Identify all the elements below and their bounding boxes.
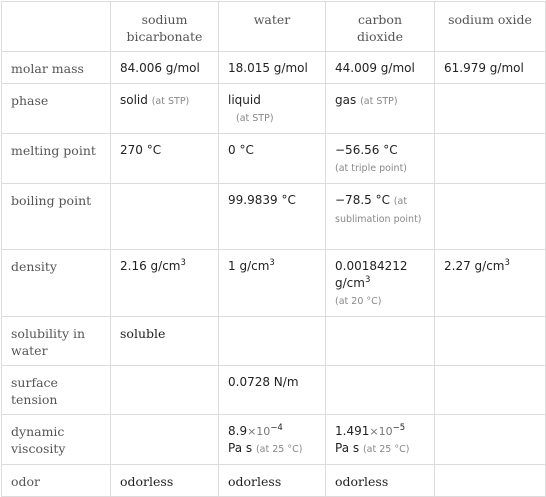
viscosity-sodium-bicarbonate [111, 415, 219, 465]
density-note: (at 20 °C) [335, 296, 382, 307]
melting-point-carbon-dioxide [326, 134, 435, 184]
cube-exponent: 3 [180, 258, 186, 268]
phase-note: (at STP) [151, 96, 190, 107]
surface-tension-carbon-dioxide [326, 366, 435, 415]
phase-note: (at STP) [360, 96, 398, 107]
density-value: 2.27 g/cm [444, 259, 505, 273]
viscosity-water [219, 415, 326, 465]
phase-carbon-dioxide [326, 84, 435, 134]
viscosity-exponent: −4 [270, 423, 283, 433]
viscosity-mantissa: 1.491 [335, 424, 370, 438]
row-label-phase: phase [2, 84, 111, 134]
table-row-melting-point [2, 134, 546, 184]
table-row-phase [2, 84, 546, 134]
boiling-point-water: 99.9839 °C [219, 184, 326, 250]
column-header-sodium-bicarbonate: sodium bicarbonate [111, 2, 219, 52]
viscosity-exponent: −5 [392, 423, 406, 433]
properties-table [1, 1, 546, 497]
corner-cell [2, 2, 111, 52]
times-ten: ×10 [369, 425, 393, 438]
table-row-solubility [2, 317, 546, 366]
odor-sodium-bicarbonate: odorless [111, 465, 219, 497]
table-row-surface-tension [2, 366, 546, 415]
density-value: 1 g/cm [228, 259, 270, 273]
row-label-density: density [2, 250, 111, 317]
column-header-sodium-oxide: sodium oxide [435, 2, 546, 52]
melting-point-water: 0 °C [219, 134, 326, 184]
phase-sodium-oxide [435, 84, 546, 134]
surface-tension-sodium-oxide [435, 366, 546, 415]
phase-sodium-bicarbonate [111, 84, 219, 134]
boiling-point-carbon-dioxide [326, 184, 435, 250]
density-value: 0.00184212 [335, 259, 408, 273]
row-label-boiling-point: boiling point [2, 184, 111, 250]
viscosity-mantissa: 8.9 [228, 424, 248, 438]
viscosity-carbon-dioxide [326, 415, 435, 465]
solubility-sodium-bicarbonate: soluble [111, 317, 219, 366]
density-unit: g/cm [335, 276, 365, 290]
molar-mass-water: 18.015 g/mol [219, 52, 326, 84]
surface-tension-water: 0.0728 N/m [219, 366, 326, 415]
times-ten: ×10 [247, 425, 271, 438]
molar-mass-sodium-oxide: 61.979 g/mol [435, 52, 546, 84]
boiling-point-sodium-oxide [435, 184, 546, 250]
column-header-water: water [219, 2, 326, 52]
melting-point-sodium-bicarbonate: 270 °C [111, 134, 219, 184]
cube-exponent: 3 [269, 258, 275, 268]
odor-carbon-dioxide: odorless [326, 465, 435, 497]
molar-mass-carbon-dioxide: 44.009 g/mol [326, 52, 435, 84]
row-label-melting-point: melting point [2, 134, 111, 184]
row-label-molar-mass: molar mass [2, 52, 111, 84]
density-sodium-oxide [435, 250, 546, 317]
phase-value: solid [120, 93, 148, 107]
table-row-dynamic-viscosity [2, 415, 546, 465]
row-label-odor: odor [2, 465, 111, 497]
row-label-solubility: solubility in water [2, 317, 111, 366]
solubility-carbon-dioxide [326, 317, 435, 366]
table-row-density [2, 250, 546, 317]
melting-point-value: −56.56 °C [335, 143, 398, 157]
cube-exponent: 3 [504, 258, 510, 268]
solubility-water [219, 317, 326, 366]
header-row [2, 2, 546, 52]
odor-sodium-oxide [435, 465, 546, 497]
cube-exponent: 3 [364, 275, 371, 285]
boiling-point-sodium-bicarbonate [111, 184, 219, 250]
viscosity-sodium-oxide [435, 415, 546, 465]
phase-note: (at STP) [236, 113, 274, 124]
phase-value: gas [335, 93, 357, 107]
table-row-boiling-point [2, 184, 546, 250]
table-row-molar-mass [2, 52, 546, 84]
density-value: 2.16 g/cm [120, 259, 181, 273]
table-row-odor [2, 465, 546, 497]
phase-value: liquid [228, 93, 261, 107]
boiling-point-note: (at sublimation point) [335, 196, 422, 225]
odor-water: odorless [219, 465, 326, 497]
density-sodium-bicarbonate [111, 250, 219, 317]
phase-water [219, 84, 326, 134]
surface-tension-sodium-bicarbonate [111, 366, 219, 415]
row-label-surface-tension: surface tension [2, 366, 111, 415]
molar-mass-sodium-bicarbonate: 84.006 g/mol [111, 52, 219, 84]
melting-point-sodium-oxide [435, 134, 546, 184]
boiling-point-value: −78.5 °C [335, 193, 390, 207]
row-label-dynamic-viscosity: dynamic viscosity [2, 415, 111, 465]
viscosity-unit: Pa s [228, 441, 253, 455]
density-carbon-dioxide [326, 250, 435, 317]
viscosity-note: (at 25 °C) [255, 444, 303, 455]
melting-point-note: (at triple point) [335, 163, 408, 174]
solubility-sodium-oxide [435, 317, 546, 366]
viscosity-note: (at 25 °C) [362, 444, 410, 455]
column-header-carbon-dioxide: carbon dioxide [326, 2, 435, 52]
density-water [219, 250, 326, 317]
viscosity-unit: Pa s [335, 441, 360, 455]
